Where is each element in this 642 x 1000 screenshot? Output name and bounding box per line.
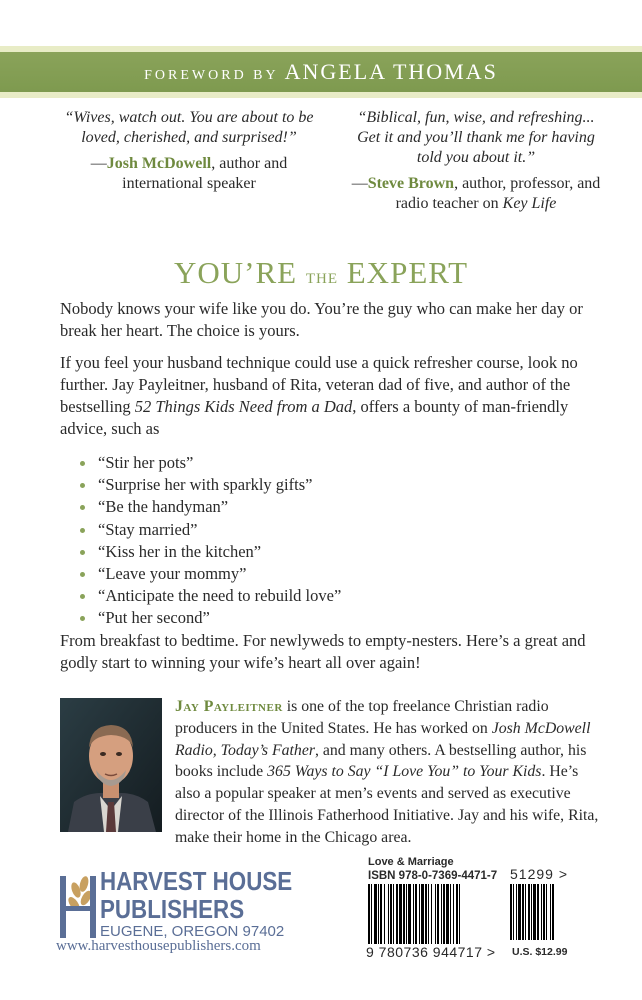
list-item: “Anticipate the need to rebuild love” <box>78 585 341 607</box>
barcode-genre: Love & Marriage <box>368 856 454 868</box>
list-item: “Put her second” <box>78 607 341 629</box>
intro-paragraph: Nobody knows your wife like you do. You’re the guy who can make her day or break her heart. The choice is yours. <box>60 299 583 340</box>
endorsement-attribution <box>58 154 320 194</box>
bio-text: , and many others. A bestselling author, his books include <box>175 741 587 781</box>
foreword-banner <box>0 52 642 92</box>
book-title: 52 Things Kids Need from a Dad <box>134 397 353 416</box>
radio-shows: Josh McDowell Radio, Today’s Father <box>175 719 591 759</box>
author-photo <box>60 698 162 832</box>
list-item: “Leave your mommy” <box>78 563 341 585</box>
barcode-price: U.S. $12.99 <box>512 946 568 958</box>
heading-part: the <box>305 263 338 288</box>
list-item: “Kiss her in the kitchen” <box>78 541 341 563</box>
barcode-number: 9 780736 944717 > <box>366 944 496 960</box>
foreword-prefix: FOREWORD BY <box>144 68 279 83</box>
banner-bottom-stripe <box>0 92 642 98</box>
endorser-name: Josh McDowell <box>106 155 212 172</box>
endorsement-quote: “Biblical, fun, wise, and refreshing... Get it and you’ll thank me for having told you about it.” <box>357 109 595 166</box>
closing-paragraph: From breakfast to bedtime. For newlyweds to empty-nesters. Here’s a great and godly start to winning your wife’s heart all over again! <box>60 631 586 672</box>
list-item: “Surprise her with sparkly gifts” <box>78 474 341 496</box>
advice-list <box>78 452 341 630</box>
list-item: “Stir her pots” <box>78 452 341 474</box>
list-item: “Be the handyman” <box>78 496 341 518</box>
radio-show-title: Key Life <box>502 195 557 212</box>
pitch-text: If you feel your husband technique could use a quick refresher course, look no further. Jay Payleitner, husband of Rita, veteran dad of five, and author of the bestselling <box>60 353 578 416</box>
list-item: “Stay married” <box>78 519 341 541</box>
author-name: Jay Payleitner <box>175 698 283 715</box>
heading-part: YOU’RE <box>173 255 306 290</box>
book-title: 365 Ways to Say “I Love You” to Your Kids <box>267 763 542 781</box>
publisher-url: www.harvesthousepublishers.com <box>56 938 261 954</box>
foreword-author: ANGELA THOMAS <box>284 59 498 84</box>
publisher-address: EUGENE, OREGON 97402 <box>100 923 285 940</box>
endorsement-attribution <box>345 174 607 214</box>
endorsement-1 <box>58 108 320 194</box>
barcode-supplement: 51299 > <box>510 866 568 882</box>
publisher-name-line1: HARVEST HOUSE <box>100 866 293 896</box>
endorser-role: , author, professor, and radio teacher on <box>395 175 601 212</box>
author-portrait-image <box>60 698 162 832</box>
barcode-isbn: ISBN 978-0-7369-4471-7 <box>368 870 498 882</box>
endorser-name: Steve Brown <box>367 175 455 192</box>
endorsement-2 <box>345 108 607 214</box>
dash: — <box>90 155 107 172</box>
dash: — <box>351 175 368 192</box>
endorser-role: , author and international speaker <box>122 155 288 192</box>
pitch-paragraph <box>60 352 600 440</box>
endorsement-quote: “Wives, watch out. You are about to be loved, cherished, and surprised!” <box>64 109 314 146</box>
publisher-name-line2: PUBLISHERS <box>100 894 245 924</box>
section-heading <box>0 255 642 291</box>
author-bio <box>175 696 605 849</box>
barcode-icon <box>368 884 596 944</box>
bio-text: . He’s also a popular speaker at men’s events and served as executive director of the Illinois Fatherhood Initiative. Jay and his wife, Rita, make their home in the Chicago area. <box>175 763 599 846</box>
pitch-text: , offers a bounty of man-friendly advice, such as <box>60 397 569 438</box>
bio-text: is one of the top freelance Christian radio producers in the United States. He has worked on <box>175 698 549 737</box>
heading-part: EXPERT <box>338 255 469 290</box>
